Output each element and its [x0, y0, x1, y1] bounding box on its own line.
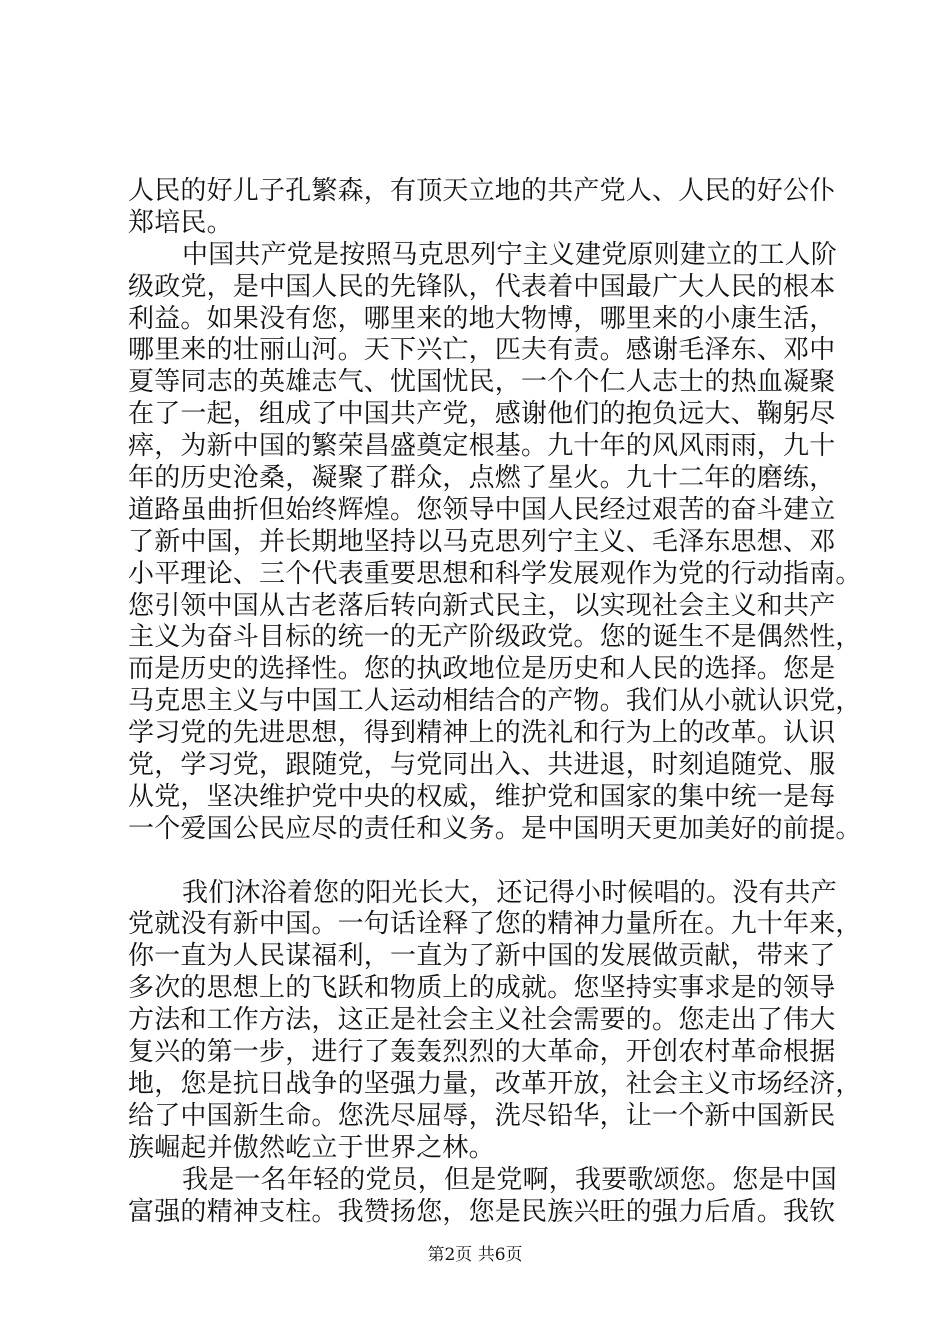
text-line: 党，学习党，跟随党，与党同出入、共进退，时刻追随党、服 [128, 750, 836, 781]
text-line: 您引领中国从古老落后转向新式民主，以实现社会主义和共产 [128, 590, 836, 621]
text-line: 主义为奋斗目标的统一的无产阶级政党。您的诞生不是偶然性， [128, 622, 862, 653]
text-line: 利益。如果没有您，哪里来的地大物博，哪里来的小康生活， [128, 303, 836, 334]
text-line: 而是历史的选择性。您的执政地位是历史和人民的选择。您是 [128, 654, 836, 685]
text-line: 年的历史沧桑，凝聚了群众，点燃了星火。九十二年的磨练， [128, 463, 836, 494]
text-line: 人民的好儿子孔繁森，有顶天立地的共产党人、人民的好公仆 [128, 176, 836, 206]
text-line: 多次的思想上的飞跃和物质上的成就。您坚持实事求是的领导 [128, 973, 836, 1004]
text-line: 一个爱国公民应尽的责任和义务。是中国明天更加美好的前提。 [128, 813, 862, 844]
text-line: 级政党，是中国人民的先锋队，代表着中国最广大人民的根本 [128, 271, 836, 302]
text-line: 郑培民。 [128, 207, 233, 238]
text-line: 瘁，为新中国的繁荣昌盛奠定根基。九十年的风风雨雨，九十 [128, 431, 836, 462]
page-footer: 第2页 共6页 [427, 1245, 523, 1265]
text-line: 党就没有新中国。一句话诠释了您的精神力量所在。九十年来， [128, 909, 862, 940]
text-line: 族崛起并傲然屹立于世界之林。 [128, 1132, 495, 1163]
text-line: 了新中国，并长期地坚持以马克思列宁主义、毛泽东思想、邓 [128, 526, 836, 557]
text-line: 夏等同志的英雄志气、忧国忧民，一个个仁人志士的热血凝聚 [128, 367, 836, 398]
text-line: 在了一起，组成了中国共产党，感谢他们的抱负远大、鞠躬尽 [128, 399, 836, 430]
paragraph [128, 877, 862, 1165]
text-line: 学习党的先进思想，得到精神上的洗礼和行为上的改革。认识 [128, 718, 836, 749]
text-line: 我是一名年轻的党员，但是党啊，我要歌颂您。您是中国 [182, 1164, 838, 1195]
paragraph [128, 239, 862, 846]
paragraph [128, 176, 836, 240]
text-line: 哪里来的壮丽山河。天下兴亡，匹夫有责。感谢毛泽东、邓中 [128, 335, 836, 366]
text-line: 小平理论、三个代表重要思想和科学发展观作为党的行动指南。 [128, 558, 862, 589]
text-line: 道路虽曲折但始终辉煌。您领导中国人民经过艰苦的奋斗建立 [128, 494, 836, 525]
document-body [128, 176, 862, 1228]
text-line: 富强的精神支柱。我赞扬您，您是民族兴旺的强力后盾。我钦 [128, 1196, 836, 1227]
paragraph [128, 1164, 838, 1229]
text-line: 地，您是抗日战争的坚强力量，改革开放，社会主义市场经济， [128, 1068, 862, 1099]
text-line: 方法和工作方法，这正是社会主义社会需要的。您走出了伟大 [128, 1005, 836, 1036]
text-line: 从党，坚决维护党中央的权威，维护党和国家的集中统一是每 [128, 781, 836, 812]
text-line: 中国共产党是按照马克思列宁主义建党原则建立的工人阶 [182, 239, 838, 270]
paragraph-spacer [128, 846, 828, 878]
text-line: 马克思主义与中国工人运动相结合的产物。我们从小就认识党， [128, 686, 862, 717]
text-line: 你一直为人民谋福利，一直为了新中国的发展做贡献，带来了 [128, 941, 836, 972]
text-line: 我们沐浴着您的阳光长大，还记得小时候唱的。没有共产 [182, 877, 838, 908]
text-line: 复兴的第一步，进行了轰轰烈烈的大革命，开创农村革命根据 [128, 1037, 836, 1068]
text-line: 给了中国新生命。您洗尽屈辱，洗尽铅华，让一个新中国新民 [128, 1100, 836, 1131]
